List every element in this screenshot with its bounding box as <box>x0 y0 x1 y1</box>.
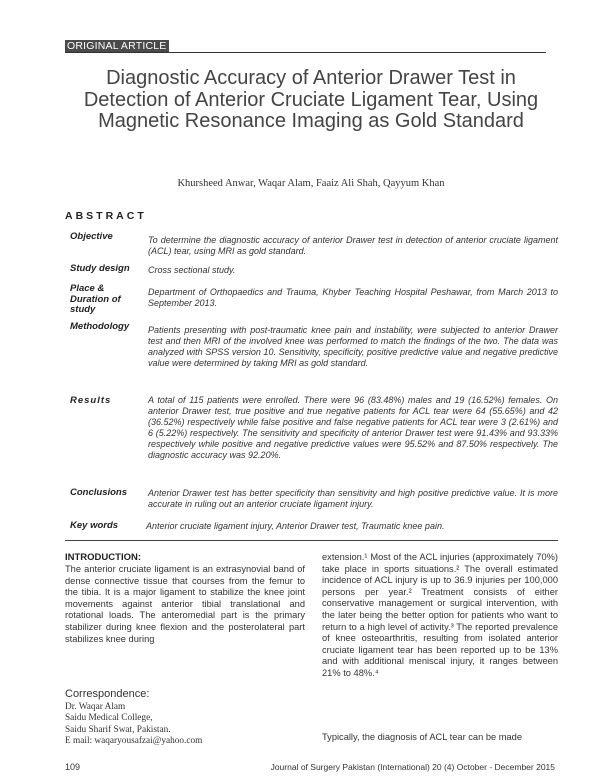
place-duration-label: Place & Duration of study <box>70 283 121 315</box>
objective-label: Objective <box>70 231 113 242</box>
intro-right-continuation: Typically, the diagnosis of ACL tear can be made <box>322 732 522 742</box>
keywords-label: Key words <box>70 520 119 531</box>
article-type-bar <box>65 40 546 53</box>
article-type-label: ORIGINAL ARTICLE <box>65 40 169 52</box>
correspondence-place: Saidu Sharif Swat, Pakistan. <box>65 724 171 735</box>
keywords-text: Anterior cruciate ligament injury, Anterior Drawer test, Traumatic knee pain. <box>146 521 445 531</box>
conclusions-text: Anterior Drawer test has better specificity than sensitivity and high positive predictive value. It is more accurate in ruling out an anterior cruciate ligament injury. <box>148 488 558 509</box>
correspondence-email: E mail: waqaryousafzai@yahoo.com <box>65 736 203 747</box>
place-duration-text: Department of Orthopaedics and Trauma, Khyber Teaching Hospital Peshawar, from March 2013 to September 2013. <box>148 287 558 308</box>
journal-citation: Journal of Surgery Pakistan (International) 20 (4) October - December 2015 <box>270 762 555 772</box>
results-label: Results <box>70 395 112 406</box>
correspondence-heading: Correspondence: <box>65 688 150 700</box>
study-design-text: Cross sectional study. <box>148 265 236 275</box>
page-number: 109 <box>65 762 81 772</box>
author-list: Khursheed Anwar, Waqar Alam, Faaiz Ali Shah, Qayyum Khan <box>177 178 445 189</box>
article-title: Diagnostic Accuracy of Anterior Drawer Test in Detection of Anterior Cruciate Ligament Tear, Using Magnetic Resonance Imaging as Gold Standard <box>83 67 539 132</box>
correspondence-name: Dr. Waqar Alam <box>65 702 126 712</box>
intro-right-column: extension.¹ Most of the ACL injuries (approximately 70%) take place in sports situations.² The overall estimated incidence of ACL injury is up to 36.9 injuries per 100,000 persons per year.² Treatment consists of either conservative management or surgical intervention, with the later being the better option for patients who want to return to a high level of activity.³ The reported prevalence of knee osteoarthritis, resulting from isolated anterior cruciate ligament tear has been reported up to be 13% and with additional meniscal injury, it ranges between 21% to 48%.⁴ <box>322 552 558 678</box>
abstract-heading: ABSTRACT <box>65 210 147 222</box>
results-text: A total of 115 patients were enrolled. There were 96 (83.48%) males and 19 (16.52%) females. On anterior Drawer test, true positive and true negative patients for ACL tear were 64 (55.65%) and 42 (36.52%) respectively while false positive and false negative patients for ACL tear were 3 (2.61%) and 6 (5.22%) respectively. The sensitivity and specificity of anterior Drawer test were 91.43% and 93.33% respectively while positive and negative predictive values were 95.52% and 87.50% respectively. The diagnostic accuracy was 92.20%. <box>148 395 558 460</box>
conclusions-label: Conclusions <box>70 487 128 498</box>
study-design-label: Study design <box>70 263 130 274</box>
methodology-label: Methodology <box>70 321 130 332</box>
correspondence-org: Saidu Medical College, <box>65 713 153 724</box>
correspondence-block <box>65 702 202 748</box>
methodology-text: Patients presenting with post-traumatic knee pain and instability, were subjected to anterior Drawer test and then MRI of the involved knee was performed to match the findings of the two. The data was analyzed with SPSS version 10. Sensitivity, specificity, positive predictive value and negative predictive value were determined by taking MRI as gold standard. <box>148 325 558 368</box>
objective-text: To determine the diagnostic accuracy of anterior Drawer test in detection of anterior cruciate ligament (ACL) tear, using MRI as gold standard. <box>148 235 558 256</box>
introduction-heading: INTRODUCTION: <box>65 552 141 563</box>
abstract-divider <box>65 540 558 541</box>
intro-left-column: The anterior cruciate ligament is an extrasynovial band of dense connective tissue that courses from the femur to the tibia. It is a major ligament to stabilize the knee joint movements against anterior tibial translational and rotational loads. The anteromedial part is the primary stabilizer during knee flexion and the posterolateral part stabilizes knee during <box>65 564 305 644</box>
